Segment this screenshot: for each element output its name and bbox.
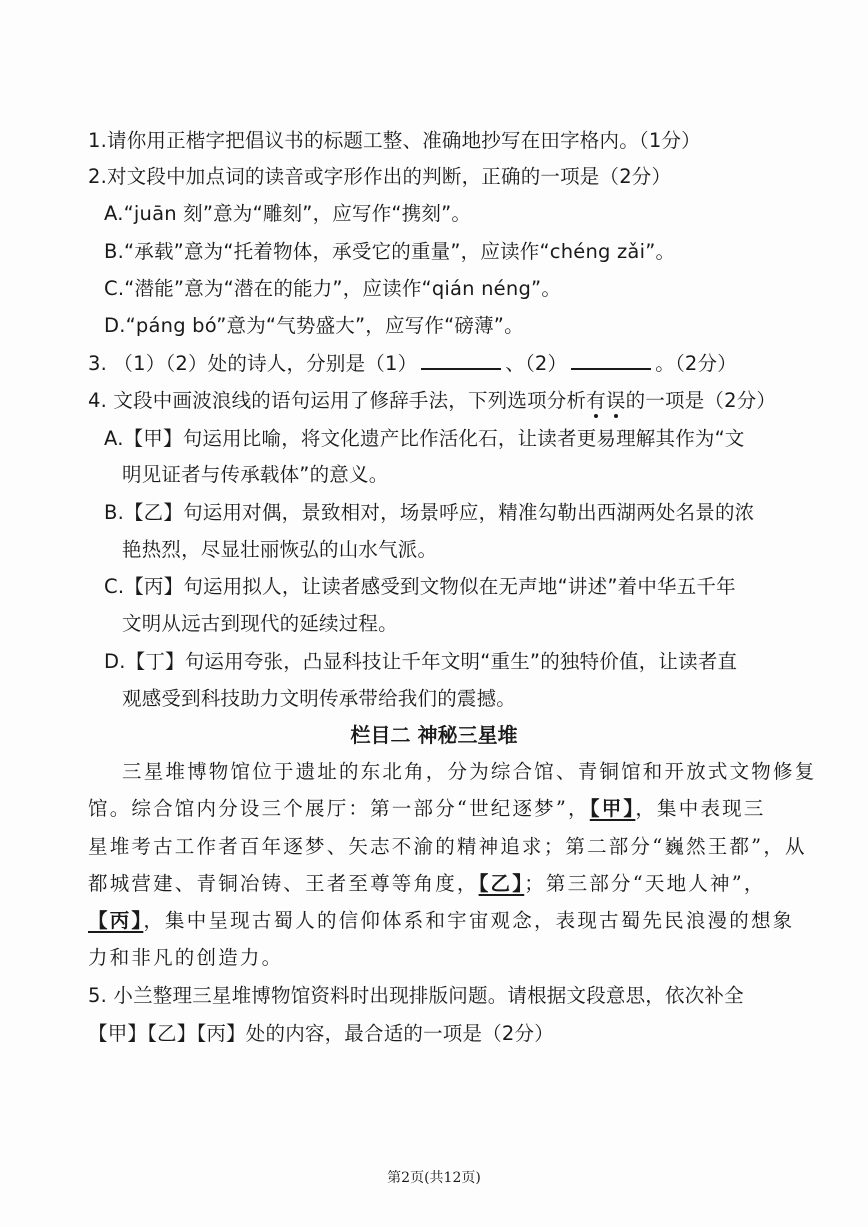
question-4-stem-post: 的一项是（2分）: [625, 389, 777, 412]
question-4-option-d-line1: D.【丁】句运用夸张，凸显科技让千年文明“重生”的独特价值，让读者直: [104, 650, 738, 673]
passage-line-6: 力和非凡的创造力。: [88, 946, 284, 969]
blank-yi: 【乙】: [478, 872, 525, 895]
passage-line-1: 三星堆博物馆位于遗址的东北角，分为综合馆、青铜馆和开放式文物修复: [122, 760, 817, 783]
answer-blank-2[interactable]: [571, 350, 651, 370]
passage-line-2: [88, 794, 766, 824]
question-4-option-a-line1: A.【甲】句运用比喻，将文化遗产比作活化石，让读者更易理解其作为“文: [104, 427, 745, 450]
question-5-line1: 5. 小兰整理三星堆博物馆资料时出现排版问题。请根据文段意思，依次补全: [88, 984, 744, 1007]
passage-line-5: [88, 906, 794, 936]
passage-line-5-post: ，集中呈现古蜀人的信仰体系和宇宙观念，表现古蜀先民浪漫的想象: [143, 909, 795, 932]
question-4-option-a-line2: 明见证者与传承载体”的意义。: [122, 463, 389, 486]
passage-line-2-post: ，集中表现三: [635, 797, 766, 820]
question-3-mid: 、（2）: [505, 352, 568, 375]
question-4-stem: [88, 386, 776, 416]
section-title: 栏目二 神秘三星堆: [350, 723, 518, 747]
dotted-char: 误: [605, 389, 626, 412]
question-4-stem-pre: 4. 文段中画波浪线的语句运用了修辞手法，下列选项分析: [88, 389, 587, 412]
passage-line-4-pre: 都城营建、青铜冶铸、王者至尊等角度，: [88, 872, 479, 895]
question-2-option-c: C.“潜能”意为“潜在的能力”，应读作“qián néng”。: [104, 277, 562, 300]
question-2-stem: 2.对文段中加点词的读音或字形作出的判断，正确的一项是（2分）: [88, 165, 672, 188]
question-2-option-a: A.“juān 刻”意为“雕刻”，应写作“携刻”。: [104, 202, 472, 225]
page-footer: 第2页(共12页): [387, 1170, 481, 1186]
question-3-prefix: 3. （1）（2）处的诗人，分别是（1）: [88, 352, 418, 375]
question-5-line2: 【甲】【乙】【丙】处的内容，最合适的一项是（2分）: [88, 1022, 554, 1045]
answer-blank-1[interactable]: [421, 350, 501, 370]
passage-line-3: 星堆考古工作者百年逐梦、矢志不渝的精神追求；第二部分“巍然王都”，从: [88, 835, 807, 858]
question-1: 1.请你用正楷字把倡议书的标题工整、准确地抄写在田字格内。（1分）: [88, 129, 701, 152]
question-4-option-b-line2: 艳热烈，尽显壮丽恢弘的山水气派。: [122, 538, 438, 561]
question-4-option-c-line1: C.【丙】句运用拟人，让读者感受到文物似在无声地“讲述”着中华五千年: [104, 575, 736, 598]
question-4-option-c-line2: 文明从远古到现代的延续过程。: [122, 612, 398, 635]
question-4-option-d-line2: 观感受到科技助力文明传承带给我们的震撼。: [122, 687, 517, 710]
passage-line-2-pre: 馆。综合馆内分设三个展厅：第一部分“世纪逐梦”，: [88, 797, 590, 820]
question-4-option-b-line1: B.【乙】句运用对偶，景致相对，场景呼应，精准勾勒出西湖两处名景的浓: [104, 501, 755, 524]
question-2-option-d: D.“páng bó”意为“气势盛大”，应写作“磅薄”。: [104, 314, 524, 337]
question-2-option-b: B.“承载”意为“托着物体，承受它的重量”，应读作“chéng zǎi”。: [104, 240, 676, 263]
blank-jia: 【甲】: [589, 797, 636, 820]
dotted-char: 有: [586, 389, 606, 412]
blank-bing: 【丙】: [88, 909, 144, 932]
question-3-suffix: 。（2分）: [655, 352, 737, 375]
passage-line-4: [88, 869, 766, 899]
passage-line-4-post: ；第三部分“天地人神”，: [524, 872, 766, 895]
question-3: [88, 349, 737, 379]
